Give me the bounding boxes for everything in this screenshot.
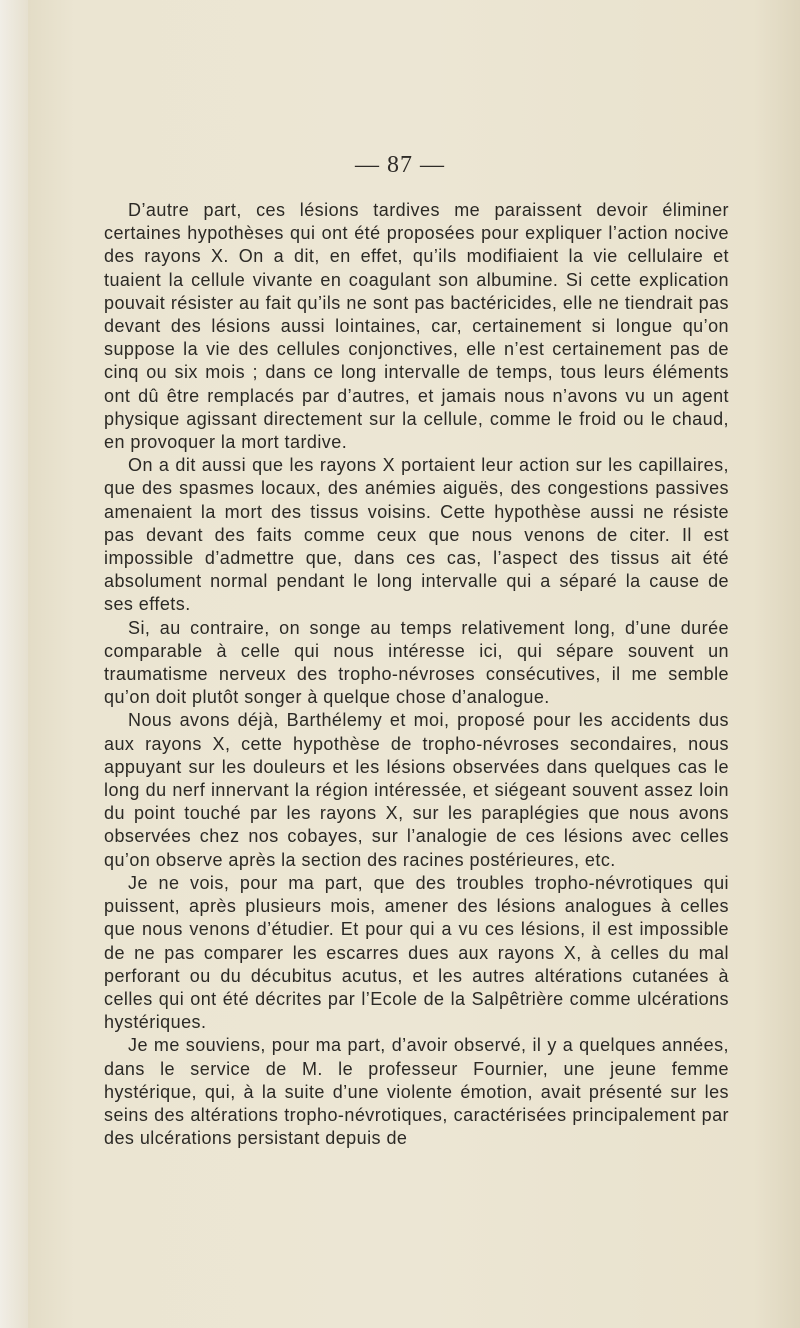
paragraph-1: D’autre part, ces lésions tardives me paraissent devoir éliminer certaines hypothèses qui ont été proposées pour expliquer l’action nocive des rayons X. On a dit, en effet, qu’ils modifiaient la vie cellulaire et tuaient la cellule vivante en coagulant son albumine. Si cette explication pouvait résister au fait qu’ils ne sont pas bactéricides, elle ne tiendrait pas devant des lésions aussi lointaines, car, certainement si longue qu’on suppose la vie des cellules conjonctives, elle n’est certainement pas de cinq ou six mois ; dans ce long intervalle de temps, tous leurs éléments ont dû être remplacés par d’autres, et jamais nous n’avons vu un agent physique agissant directement sur la cellule, comme le froid ou le chaud, en provoquer la mort tardive. bbox=[104, 200, 729, 453]
paragraph-5: Je ne vois, pour ma part, que des troubles tropho-névrotiques qui puissent, après plusieurs mois, amener des lésions analogues à celles que nous venons d’étudier. Et pour qui a vu ces lésions, il est impossible de ne pas comparer les escarres dues aux rayons X, à celles du mal perforant ou du décubitus acutus, et les autres altérations cutanées à celles qui ont été décrites par l’Ecole de la Salpêtrière comme ulcérations hystériques. bbox=[104, 872, 729, 1033]
paragraph-3: Si, au contraire, on songe au temps relativement long, d’une durée comparable à celle qui nous intéresse ici, qui sépare souvent un traumatisme nerveux des tropho-névroses consécutives, il me semble qu’on doit plutôt songer à quelque chose d’analogue. bbox=[104, 617, 729, 708]
paragraph-6: Je me souviens, pour ma part, d’avoir observé, il y a quelques années, dans le service de M. le professeur Fournier, une jeune femme hystérique, qui, à la suite d’une violente émotion, avait présenté sur les seins des altérations tropho-névrotiques, caractérisées principalement par des ulcérations persistant depuis de bbox=[104, 1035, 729, 1149]
page-margin bbox=[0, 0, 28, 1328]
paragraph-2: On a dit aussi que les rayons X portaient leur action sur les capillaires, que des spasmes locaux, des anémies aiguës, des congestions passives amenaient la mort des tissus voisins. Cette hypothèse aussi ne résiste pas devant des faits comme ceux que nous venons de citer. Il est impossible d’admettre que, dans ces cas, l’aspect des tissus ait été absolument normal pendant le long intervalle qui a séparé la cause de ses effets. bbox=[104, 455, 729, 615]
body-text bbox=[104, 199, 729, 1150]
paragraph-4: Nous avons déjà, Barthélemy et moi, proposé pour les accidents dus aux rayons X, cette hypothèse de tropho-névroses secondaires, nous appuyant sur les douleurs et les lésions observées dans quelques cas le long du nerf innervant la région intéressée, et siégeant souvent assez loin du point touché par les rayons X, sur les paraplégies que nous avons observées chez nos cobayes, sur l’analogie de ces lésions avec celles qu’on observe après la section des racines postérieures, etc. bbox=[104, 710, 729, 870]
page-number: — 87 — bbox=[355, 152, 445, 178]
